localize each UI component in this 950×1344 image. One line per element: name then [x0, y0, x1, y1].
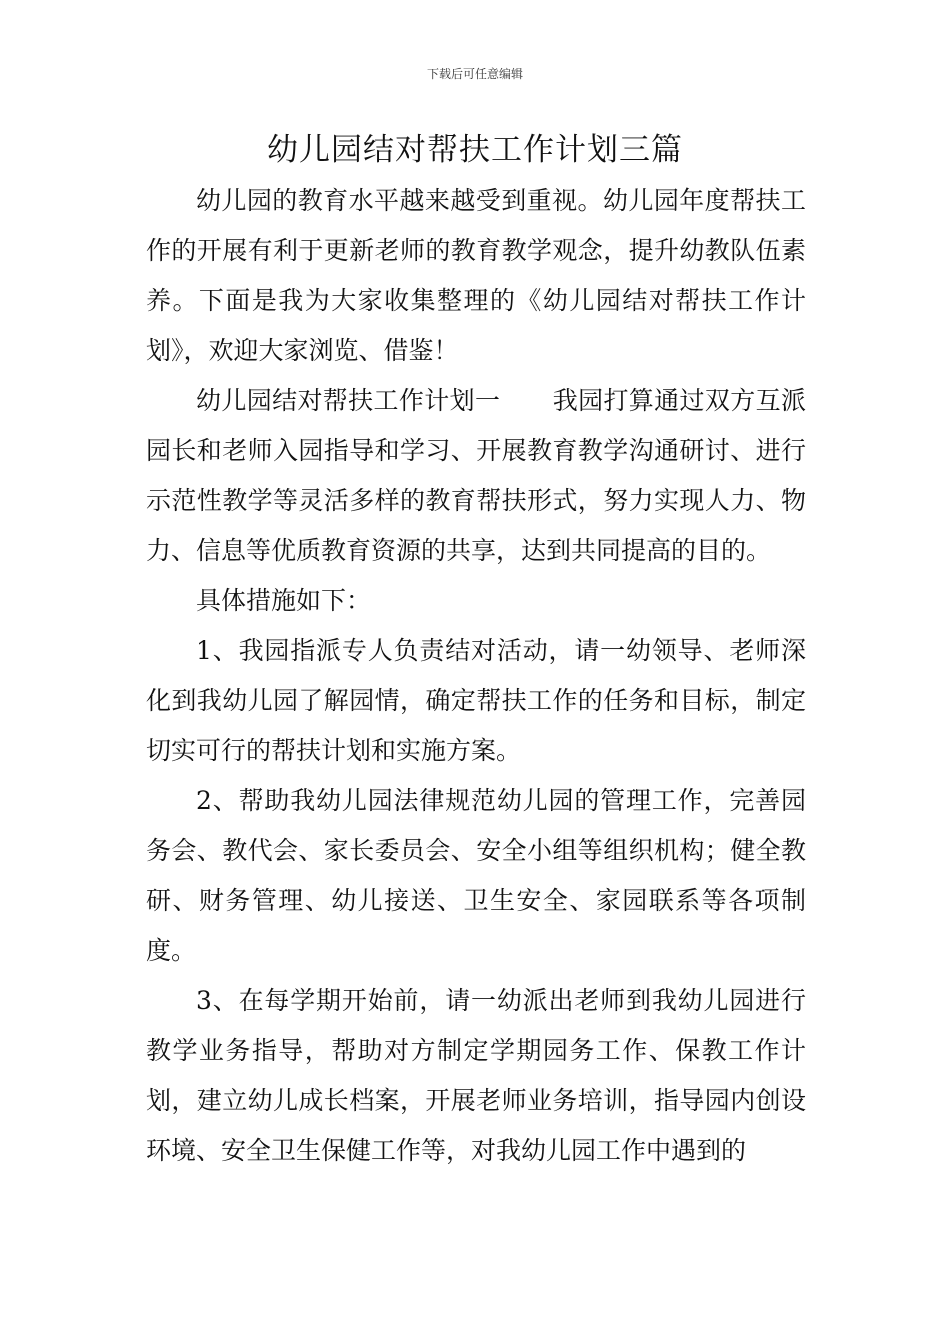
measure-item-2: 2、帮助我幼儿园法律规范幼儿园的管理工作，完善园务会、教代会、家长委员会、安全小组等组织机构；健全教研、财务管理、幼儿接送、卫生安全、家园联系等各项制度。	[146, 786, 806, 965]
plan1-paragraph	[146, 376, 806, 576]
intro-paragraph: 幼儿园的教育水平越来越受到重视。幼儿园年度帮扶工作的开展有利于更新老师的教育教学观念，提升幼教队伍素养。下面是我为大家收集整理的《幼儿园结对帮扶工作计划》，欢迎大家浏览、借鉴！	[146, 186, 806, 365]
plan1-text: 我园打算通过双方互派园长和老师入园指导和学习、开展教育教学沟通研讨、进行示范性教学等灵活多样的教育帮扶形式，努力实现人力、物力、信息等优质教育资源的共享，达到共同提高的目的。	[146, 386, 806, 565]
document-title: 幼儿园结对帮扶工作计划三篇	[267, 132, 683, 168]
plan1-heading: 幼儿园结对帮扶工作计划一	[196, 386, 501, 415]
document-body	[146, 176, 806, 1176]
measure-item-3: 3、在每学期开始前，请一幼派出老师到我幼儿园进行教学业务指导，帮助对方制定学期园务工作、保教工作计划，建立幼儿成长档案，开展老师业务培训，指导园内创设环境、安全卫生保健工作等，对我幼儿园工作中遇到的	[146, 986, 806, 1165]
measures-heading: 具体措施如下：	[196, 586, 372, 615]
header-note: 下载后可任意编辑	[426, 67, 523, 81]
measure-item-1: 1、我园指派专人负责结对活动，请一幼领导、老师深化到我幼儿园了解园情，确定帮扶工作的任务和目标，制定切实可行的帮扶计划和实施方案。	[146, 636, 806, 765]
